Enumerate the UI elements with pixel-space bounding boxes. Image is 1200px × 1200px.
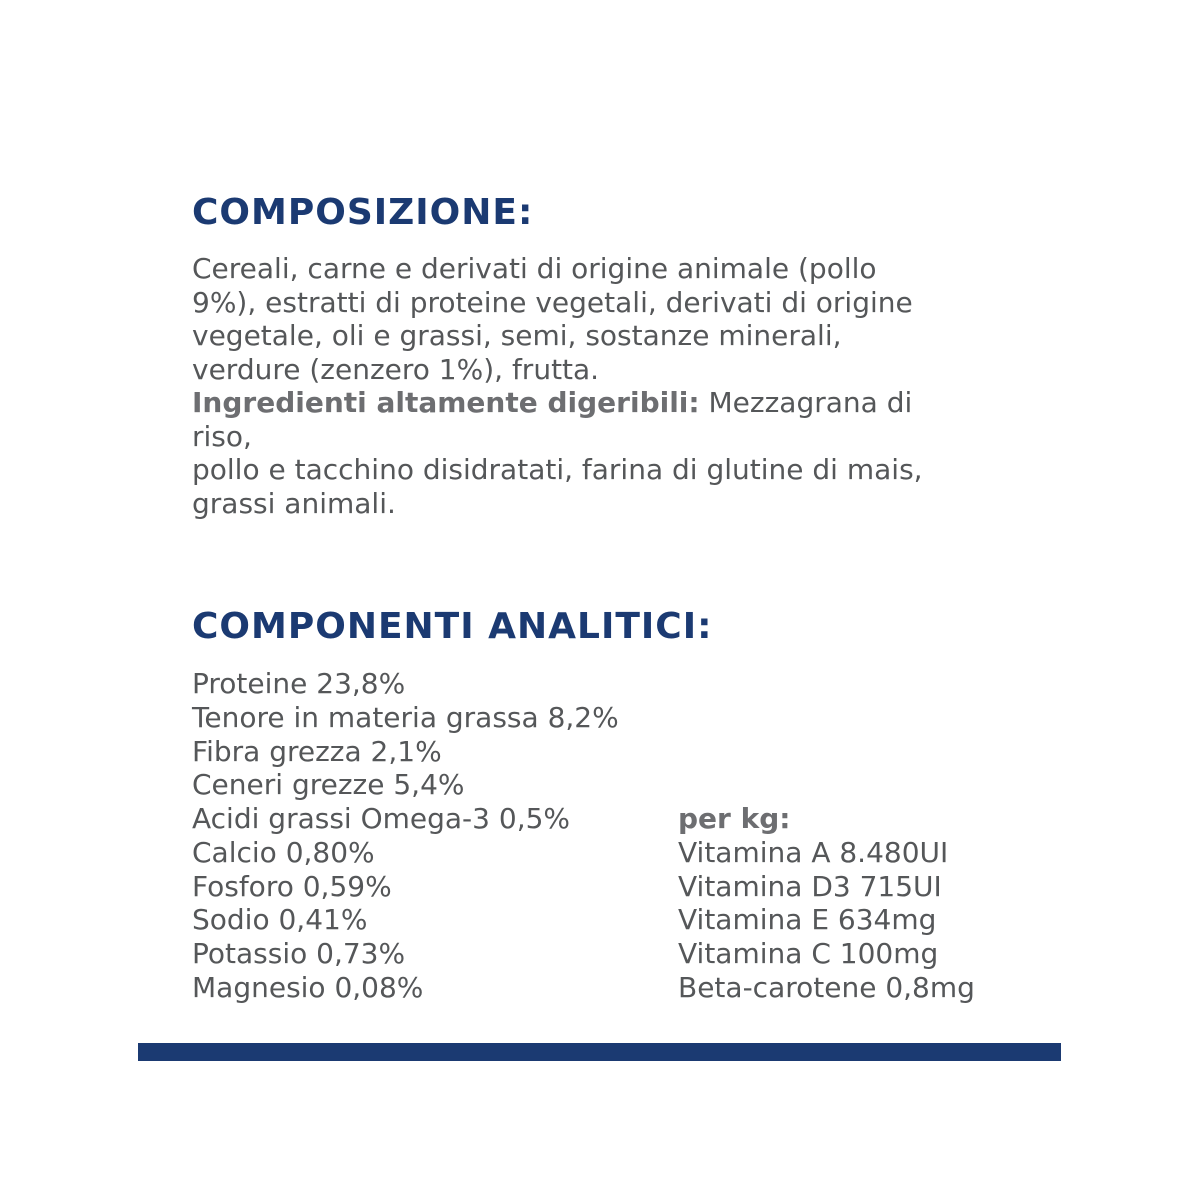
analytical-components-list xyxy=(192,667,619,1005)
component-item: Fosforo 0,59% xyxy=(192,869,392,903)
vitamin-item: Beta-carotene 0,8mg xyxy=(678,970,975,1004)
composition-heading: COMPOSIZIONE: xyxy=(192,192,534,233)
composition-text xyxy=(192,252,1042,520)
digestible-text: Mezzagrana di xyxy=(699,386,913,419)
digestible-line: grassi animali. xyxy=(192,486,396,520)
component-item: Fibra grezza 2,1% xyxy=(192,734,442,768)
vitamin-item: Vitamina D3 715UI xyxy=(678,869,942,903)
digestible-line xyxy=(192,386,1042,420)
component-item: Ceneri grezze 5,4% xyxy=(192,768,465,802)
analytical-heading: COMPONENTI ANALITICI: xyxy=(192,606,713,647)
component-item: Proteine 23,8% xyxy=(192,667,406,700)
vitamin-item: Vitamina A 8.480UI xyxy=(678,835,949,869)
per-kg-label: per kg: xyxy=(678,802,791,835)
component-item: Calcio 0,80% xyxy=(192,835,375,869)
vitamin-item: Vitamina E 634mg xyxy=(678,903,937,937)
composition-line: vegetale, oli e grassi, semi, sostanze minerali, xyxy=(192,319,842,352)
digestible-line: riso, xyxy=(192,419,252,453)
footer-divider-bar xyxy=(138,1043,1061,1061)
component-item: Sodio 0,41% xyxy=(192,903,368,937)
component-item: Potassio 0,73% xyxy=(192,937,406,970)
vitamin-item: Vitamina C 100mg xyxy=(678,937,939,970)
vitamins-list xyxy=(678,802,975,1005)
composition-line: Cereali, carne e derivati di origine animale (pollo xyxy=(192,252,877,285)
digestible-label: Ingredienti altamente digeribili: xyxy=(192,386,700,419)
digestible-line: pollo e tacchino disidratati, farina di glutine di mais, xyxy=(192,453,923,486)
composition-line: verdure (zenzero 1%), frutta. xyxy=(192,352,600,386)
component-item: Magnesio 0,08% xyxy=(192,970,424,1004)
component-item: Acidi grassi Omega-3 0,5% xyxy=(192,802,571,835)
composition-line: 9%), estratti di proteine vegetali, derivati di origine xyxy=(192,285,913,319)
component-item: Tenore in materia grassa 8,2% xyxy=(192,700,619,734)
